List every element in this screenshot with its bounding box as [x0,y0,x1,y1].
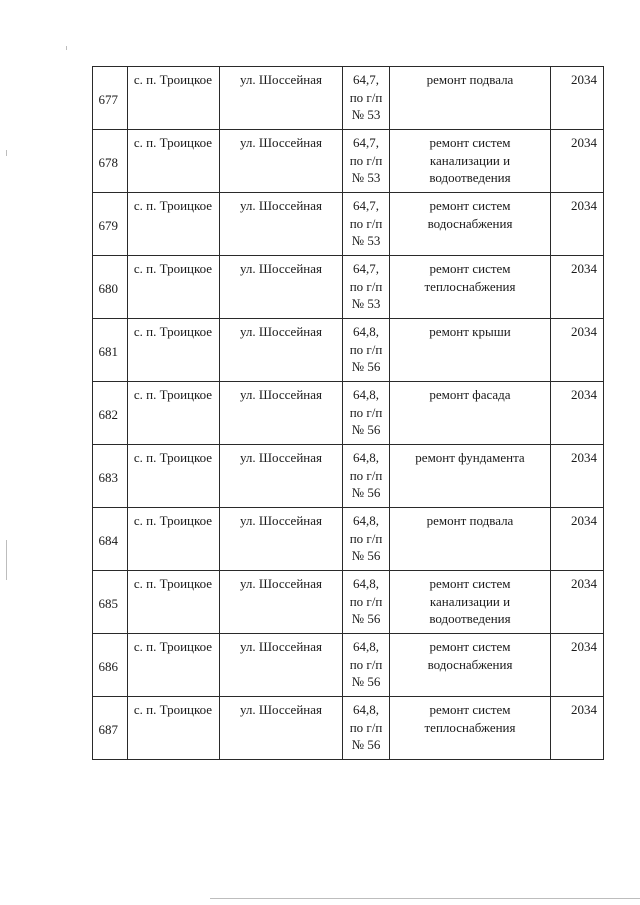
table-row [93,193,604,256]
work-type-line: ремонт крыши [429,324,511,339]
row-number-cell: 683 [93,445,128,508]
work-type-line: водоотведения [429,170,511,185]
planned-year-cell: 2034 [551,382,604,445]
work-type-line: ремонт подвала [426,72,514,87]
house-number-line: 64,8, [353,702,379,717]
table-row [93,571,604,634]
house-number-cell [343,445,390,508]
scan-artifact-left-1 [6,150,7,156]
house-number-line: 64,8, [353,387,379,402]
house-number-line: № 53 [351,233,381,248]
work-type-cell [390,193,551,256]
row-number-cell: 686 [93,634,128,697]
repair-schedule-table [92,66,604,760]
street-cell: ул. Шоссейная [220,382,343,445]
row-number-cell: 679 [93,193,128,256]
house-number-cell [343,571,390,634]
house-number-line: 64,7, [353,72,379,87]
work-type-line: водоотведения [429,611,511,626]
street-cell: ул. Шоссейная [220,319,343,382]
house-number-cell [343,130,390,193]
house-number-cell [343,634,390,697]
house-number-line: 64,8, [353,513,379,528]
house-number-line: по г/п [349,215,383,231]
house-number-line: № 56 [351,485,381,500]
house-number-line: 64,7, [353,198,379,213]
house-number-line: № 53 [351,107,381,122]
row-number-cell: 678 [93,130,128,193]
table-row [93,697,604,760]
table-row [93,508,604,571]
house-number-line: по г/п [349,467,383,483]
table-row [93,256,604,319]
row-number-cell: 684 [93,508,128,571]
street-cell: ул. Шоссейная [220,697,343,760]
house-number-line: по г/п [349,719,383,735]
house-number-line: 64,7, [353,261,379,276]
house-number-line: по г/п [349,404,383,420]
house-number-line: по г/п [349,89,383,105]
house-number-cell [343,697,390,760]
work-type-cell [390,508,551,571]
row-number-cell: 682 [93,382,128,445]
street-cell: ул. Шоссейная [220,67,343,130]
street-cell: ул. Шоссейная [220,571,343,634]
house-number-line: № 53 [351,296,381,311]
house-number-line: по г/п [349,341,383,357]
planned-year-cell: 2034 [551,319,604,382]
row-number-cell: 685 [93,571,128,634]
work-type-line: ремонт фасада [429,387,511,402]
settlement-cell: с. п. Троицкое [128,193,220,256]
settlement-cell: с. п. Троицкое [128,508,220,571]
house-number-line: № 56 [351,422,381,437]
work-type-line: водоснабжения [427,215,513,231]
street-cell: ул. Шоссейная [220,634,343,697]
table-row [93,130,604,193]
work-type-line: ремонт систем [429,576,511,591]
work-type-line: ремонт фундамента [415,450,525,465]
settlement-cell: с. п. Троицкое [128,445,220,508]
planned-year-cell: 2034 [551,508,604,571]
house-number-line: 64,7, [353,135,379,150]
row-number-cell: 681 [93,319,128,382]
work-type-cell [390,256,551,319]
planned-year-cell: 2034 [551,130,604,193]
house-number-line: № 56 [351,611,381,626]
row-number-cell: 680 [93,256,128,319]
street-cell: ул. Шоссейная [220,130,343,193]
street-cell: ул. Шоссейная [220,445,343,508]
work-type-cell [390,319,551,382]
planned-year-cell: 2034 [551,697,604,760]
row-number-cell: 687 [93,697,128,760]
settlement-cell: с. п. Троицкое [128,634,220,697]
settlement-cell: с. п. Троицкое [128,256,220,319]
house-number-line: 64,8, [353,450,379,465]
work-type-line: ремонт систем [429,261,511,276]
repair-schedule-body [93,67,604,760]
house-number-cell [343,508,390,571]
work-type-cell [390,571,551,634]
table-row [93,634,604,697]
house-number-line: № 56 [351,674,381,689]
planned-year-cell: 2034 [551,445,604,508]
work-type-cell [390,130,551,193]
work-type-line: водоснабжения [427,656,513,672]
planned-year-cell: 2034 [551,67,604,130]
planned-year-cell: 2034 [551,571,604,634]
house-number-cell [343,193,390,256]
work-type-line: ремонт систем [429,702,511,717]
planned-year-cell: 2034 [551,193,604,256]
house-number-cell [343,256,390,319]
house-number-cell [343,319,390,382]
house-number-line: № 56 [351,737,381,752]
street-cell: ул. Шоссейная [220,256,343,319]
work-type-cell [390,67,551,130]
work-type-cell [390,634,551,697]
house-number-line: 64,8, [353,639,379,654]
work-type-cell [390,697,551,760]
work-type-line: ремонт систем [429,135,511,150]
street-cell: ул. Шоссейная [220,193,343,256]
house-number-line: № 56 [351,359,381,374]
work-type-line: ремонт подвала [426,513,514,528]
work-type-cell [390,382,551,445]
work-type-line: теплоснабжения [424,278,516,294]
settlement-cell: с. п. Троицкое [128,130,220,193]
table-row [93,382,604,445]
house-number-line: 64,8, [353,324,379,339]
house-number-line: по г/п [349,278,383,294]
scan-artifact-bottom-line [210,898,640,899]
table-row [93,67,604,130]
scan-artifact-left-2 [6,540,7,580]
row-number-cell: 677 [93,67,128,130]
house-number-line: № 53 [351,170,381,185]
house-number-line: по г/п [349,656,383,672]
scan-artifact-top-left [66,46,67,50]
work-type-line: ремонт систем [429,198,511,213]
street-cell: ул. Шоссейная [220,508,343,571]
settlement-cell: с. п. Троицкое [128,697,220,760]
house-number-cell [343,67,390,130]
house-number-cell [343,382,390,445]
house-number-line: по г/п [349,152,383,168]
work-type-line: канализации и [429,152,511,168]
work-type-line: ремонт систем [429,639,511,654]
house-number-line: № 56 [351,548,381,563]
house-number-line: 64,8, [353,576,379,591]
table-row [93,319,604,382]
house-number-line: по г/п [349,593,383,609]
planned-year-cell: 2034 [551,634,604,697]
work-type-cell [390,445,551,508]
house-number-line: по г/п [349,530,383,546]
settlement-cell: с. п. Троицкое [128,67,220,130]
settlement-cell: с. п. Троицкое [128,319,220,382]
settlement-cell: с. п. Троицкое [128,382,220,445]
work-type-line: теплоснабжения [424,719,516,735]
table-row [93,445,604,508]
planned-year-cell: 2034 [551,256,604,319]
work-type-line: канализации и [429,593,511,609]
settlement-cell: с. п. Троицкое [128,571,220,634]
